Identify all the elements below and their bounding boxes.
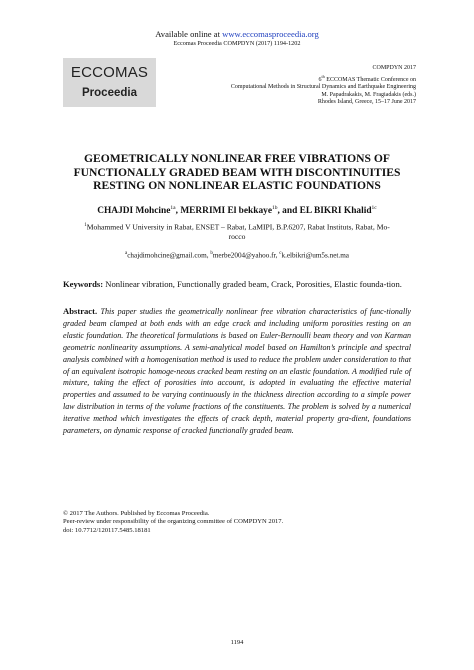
email-address: k.elbikri@um5s.net.ma [281, 251, 349, 260]
author-name: EL BIKRI Khalid [299, 206, 372, 217]
keywords-paragraph [63, 279, 411, 290]
journal-citation: Eccomas Proceedia COMPDYN (2017) 1194-1202 [173, 40, 301, 47]
author-list: CHAJDI Mohcine$^{1a}$, MERRIMI El bekkaye$^{1b}$, and EL BIKRI Khalid$^{1c}$ [97, 205, 377, 217]
author-affiliation: $^1$Mohammed V University in Rabat, ENSET – Rabat, LaMIPI, B.P.6207, Rabat Instituts, Rabat, Mo- rocco [84, 222, 390, 242]
conference-editors: M. Papadrakakis, M. Fragiadakis (eds.) [321, 91, 416, 98]
journal-website-link[interactable]: www.eccomasproceedia.org [222, 29, 319, 39]
conference-edition: 6th ECCOMAS Thematic Conference on [318, 73, 416, 83]
availability-prefix: Available online at [155, 29, 223, 39]
logo-eccomas-text: ECCOMAS [70, 64, 149, 81]
logo-proceedia-text: Proceedia [82, 87, 137, 99]
copyright-footer [63, 510, 403, 535]
conference-name: COMPDYN 2017 [372, 65, 416, 71]
page-number: 1194 [230, 639, 244, 646]
conference-info [196, 65, 416, 107]
copyright-line: © 2017 The Authors. Published by Eccomas Proceedia. [63, 510, 210, 517]
conference-location-date: Rhodes Island, Greece, 15–17 June 2017 [317, 99, 416, 106]
author-name: MERRIMI El bekkaye [180, 206, 272, 217]
peer-review-line: Peer-review under responsibility of the organizing committee of COMPDYN 2017. [63, 518, 284, 526]
abstract-paragraph [63, 306, 411, 437]
email-address: merbe2004@yahoo.fr [212, 251, 276, 260]
author-name: CHAJDI Mohcine [97, 206, 171, 217]
abstract-text: This paper studies the geometrically nonlinear free vibration characteristics of func-tionally graded beam clamped at both ends with an edge crack and including uniform porosities resting on an elastic foundation. The theoretical formulations is based on Euler-Bernoulli beam theory and von Karman geometric nonlinearity assumptions. A semi-analytical model based on Hamilton’s principle and spectral analysis combined with a homogenisation method is used to reduce the problem under consideration to that of an equivalent isotropic homoge-neous cracked beam resting on an elastic foundation. A modified rule of mixture, taking the effect of porosities into account, is adopted in evaluating the effective material properties and assumed to be varying continuously in the thickness direction according to a simple power law distribution in terms of the volume fractions of the constituents. The problem is solved by a numerical iterative method which investigates the effects of crack depth, material property gra-dient, foundations parameters, on dynamic response of cracked functionally graded beam. [63, 307, 411, 436]
keywords-label: Keywords: [63, 279, 104, 289]
header-availability [0, 29, 474, 39]
paper-title: GEOMETRICALLY NONLINEAR FREE VIBRATIONS OF FUNCTIONALLY GRADED BEAM WITH DISCONTINUITIES RESTING ON NONLINEAR ELASTIC FOUNDATIONS [73, 152, 401, 193]
conference-topic: Computational Methods in Structural Dynamics and Earthquake Engineering [230, 84, 416, 91]
keywords-text: Nonlinear vibration, Functionally graded beam, Crack, Porosities, Elastic founda-tion. [103, 279, 402, 289]
eccomas-proceedia-logo [63, 58, 156, 107]
doi-line: doi: 10.7712/120117.5485.18181 [63, 526, 151, 534]
email-address: chajdimohcine@gmail.com [127, 251, 207, 260]
abstract-label: Abstract. [63, 306, 98, 316]
author-emails: $^a$chajdimohcine@gmail.com, $^b$merbe2004@yahoo.fr, $^c$k.elbikri@um5s.net.ma [125, 251, 349, 260]
